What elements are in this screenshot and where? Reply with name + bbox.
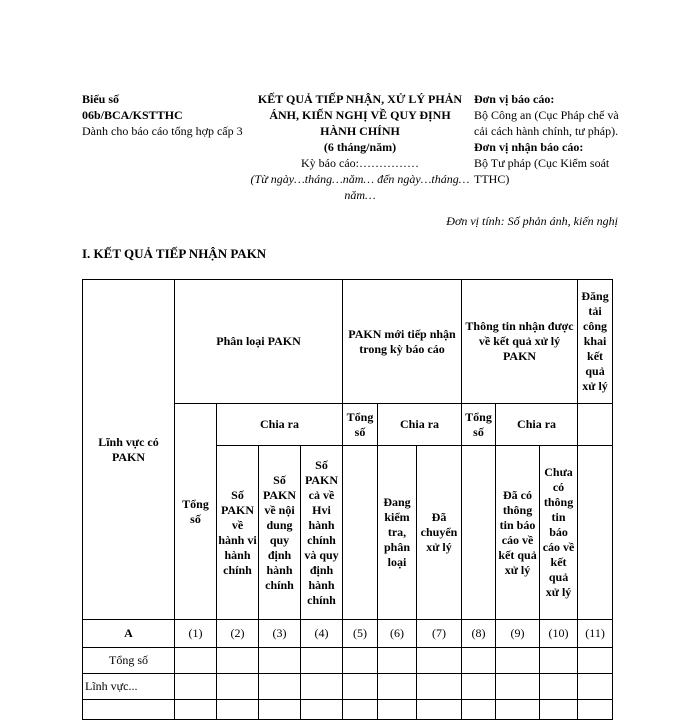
report-title: KẾT QUẢ TIẾP NHẬN, XỬ LÝ PHẢN ÁNH, KIẾN NGHỊ VỀ QUY ĐỊNH HÀNH CHÍNH — [257, 92, 463, 138]
reporting-unit: Bộ Công an (Cục Pháp chế và cải cách hành chính, tư pháp). — [474, 108, 619, 138]
row-label-total: Tổng số — [83, 648, 175, 674]
table-index-row — [83, 620, 613, 648]
index-cell: (5) — [343, 620, 378, 648]
header-transferred: Đã chuyển xử lý — [417, 446, 462, 620]
index-cell: (6) — [378, 620, 417, 648]
header-result-info: Thông tin nhận được về kết quả xử lý PAKN — [462, 280, 578, 404]
header-new-total: Tổng số — [343, 404, 378, 446]
header-regulation-content: Số PAKN về nội dung quy định hành chính — [259, 446, 301, 620]
form-label: Biểu số — [82, 92, 120, 106]
form-usage: Dành cho báo cáo tổng hợp cấp 3 — [82, 124, 243, 138]
receiving-unit-label: Đơn vị nhận báo cáo: — [474, 140, 584, 154]
header-admin-behavior: Số PAKN về hành vi hành chính — [217, 446, 259, 620]
header-result-total: Tổng số — [462, 404, 496, 446]
index-cell: (7) — [417, 620, 462, 648]
index-cell: (2) — [217, 620, 259, 648]
index-cell: (4) — [301, 620, 343, 648]
table-row — [83, 674, 613, 700]
index-cell: A — [83, 620, 175, 648]
header-published: Đăng tải công khai kết quả xử lý — [578, 280, 613, 404]
table-row — [83, 700, 613, 720]
header-result-breakdown: Chia ra — [496, 404, 578, 446]
header-classification-total: Tổng số — [175, 404, 217, 620]
header-result-total-spacer — [462, 446, 496, 620]
index-cell: (10) — [540, 620, 578, 648]
header-checking: Đang kiểm tra, phân loại — [378, 446, 417, 620]
receiving-unit: Bộ Tư pháp (Cục Kiểm soát TTHC) — [474, 156, 610, 186]
report-title-block — [250, 91, 470, 203]
header-has-info: Đã có thông tin báo cáo về kết quả xử lý — [496, 446, 540, 620]
report-period: Kỳ báo cáo:…………… — [301, 156, 419, 170]
report-date-range: (Từ ngày…tháng…năm… đến ngày…tháng…năm… — [250, 172, 470, 202]
unit-note: Đơn vị tính: Số phản ánh, kiến nghị — [446, 214, 618, 228]
index-cell: (11) — [578, 620, 613, 648]
row-label-field: Lĩnh vực... — [83, 674, 175, 700]
section-heading: I. KẾT QUẢ TIẾP NHẬN PAKN — [82, 246, 267, 261]
pakn-results-table — [82, 279, 613, 720]
report-period-type: (6 tháng/năm) — [323, 140, 397, 154]
reporting-unit-label: Đơn vị báo cáo: — [474, 92, 555, 106]
header-new-total-spacer — [343, 446, 378, 620]
header-published-spacer — [578, 404, 613, 446]
table-row — [83, 648, 613, 674]
index-cell: (1) — [175, 620, 217, 648]
index-cell: (3) — [259, 620, 301, 648]
header-new-received: PAKN mới tiếp nhận trong kỳ báo cáo — [343, 280, 462, 404]
form-code: 06b/BCA/KSTTHC — [82, 108, 183, 122]
header-new-breakdown: Chia ra — [378, 404, 462, 446]
form-identifier-block — [82, 91, 257, 139]
header-no-info: Chưa có thông tin báo cáo về kết quả xử lý — [540, 446, 578, 620]
index-cell: (9) — [496, 620, 540, 648]
header-field: Lĩnh vực có PAKN — [83, 280, 175, 620]
index-cell: (8) — [462, 620, 496, 648]
header-both: Số PAKN cả về Hvi hành chính và quy định hành chính — [301, 446, 343, 620]
header-published-spacer-2 — [578, 446, 613, 620]
header-classification-breakdown: Chia ra — [217, 404, 343, 446]
units-block — [474, 91, 624, 187]
header-classification: Phân loại PAKN — [175, 280, 343, 404]
